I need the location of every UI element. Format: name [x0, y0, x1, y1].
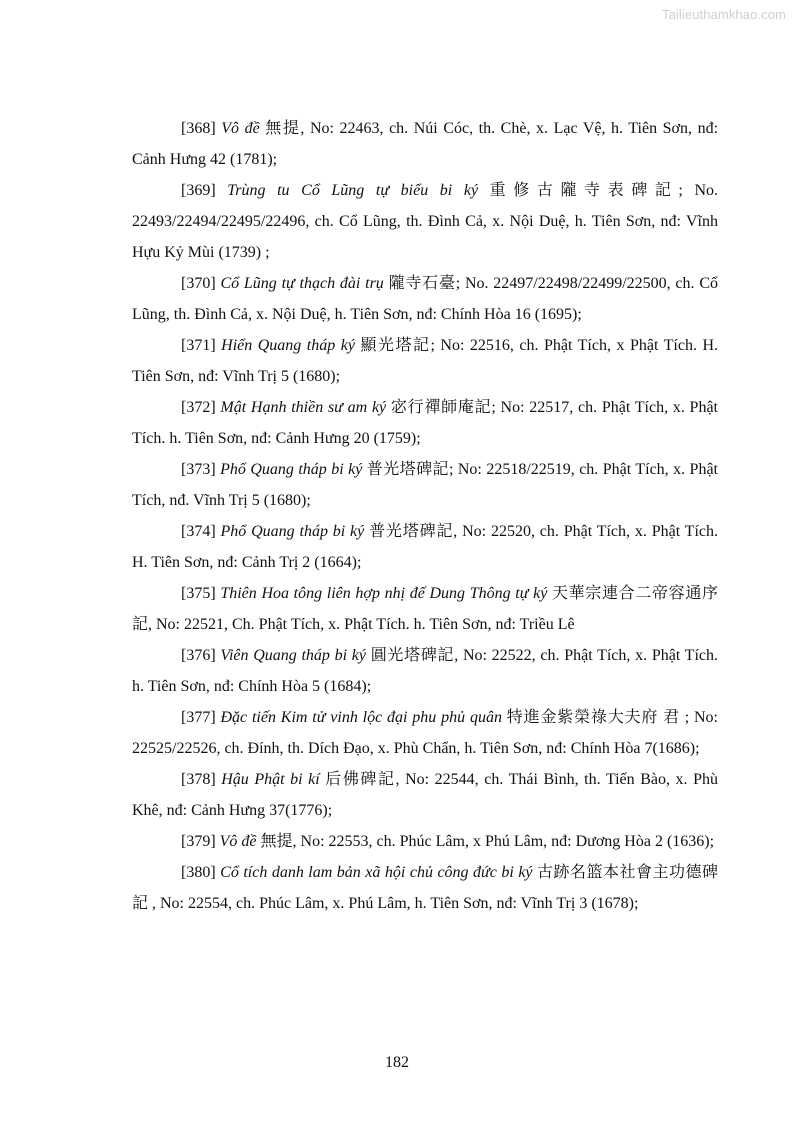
entry-details: 后佛碑記, No: 22544, ch. Thái Bình, th. Tiến Bào, x. Phù Khê, nđ: Cảnh Hưng 37(1776);	[132, 771, 719, 819]
entry-title: Đặc tiến Kim tử vinh lộc đại phu phủ quân	[220, 709, 502, 726]
entry-details: 古跡名篮本社會主功德碑記 , No: 22554, ch. Phúc Lâm, x. Phú Lâm, h. Tiên Sơn, nđ: Vĩnh Trị 3 (1678);	[132, 864, 719, 912]
entry-title: Phổ Quang tháp bi ký	[220, 461, 363, 478]
entry-number: [368]	[181, 120, 216, 137]
entry-title: Vô đề	[221, 120, 260, 137]
reference-entry	[132, 640, 718, 702]
reference-entry	[132, 702, 718, 764]
reference-entry	[132, 392, 718, 454]
reference-entry	[132, 330, 718, 392]
reference-entry	[132, 175, 718, 268]
entry-title: Vô đề	[219, 833, 257, 850]
entry-details: 隴寺石臺; No. 22497/22498/22499/22500, ch. Cổ Lũng, th. Đình Cả, x. Nội Duệ, h. Tiên Sơn, nđ: Chính Hòa 16 (1695);	[132, 275, 718, 323]
entry-number: [380]	[181, 864, 216, 881]
entry-details: 天華宗連合二帝容通序記, No: 22521, Ch. Phật Tích, x. Phật Tích. h. Tiên Sơn, nđ: Triều Lê	[132, 585, 718, 633]
entry-details: 普光塔碑記; No: 22518/22519, ch. Phật Tích, x. Phật Tích, nđ. Vĩnh Trị 5 (1680);	[132, 461, 719, 509]
entry-title: Thiên Hoa tông liên hợp nhị đế Dung Thông tự ký	[220, 585, 548, 602]
entry-title: Mật Hạnh thiền sư am ký	[220, 399, 387, 416]
entry-number: [377]	[181, 709, 216, 726]
entry-title: Cổ Lũng tự thạch đài trụ	[220, 275, 384, 292]
reference-entry	[132, 857, 718, 919]
reference-entry	[132, 113, 718, 175]
entry-title: Viên Quang tháp bi ký	[220, 647, 366, 664]
entry-number: [375]	[181, 585, 216, 602]
entry-number: [371]	[181, 337, 216, 354]
entry-number: [379]	[181, 833, 216, 850]
entry-details: 重修古隴寺表碑記; No. 22493/22494/22495/22496, ch. Cổ Lũng, th. Đình Cả, x. Nội Duệ, h. Tiên Sơn, nđ: Vĩnh Hựu Kỷ Mùi (1739) ;	[132, 182, 719, 261]
entry-title: Trùng tu Cổ Lũng tự biểu bi ký	[227, 182, 479, 199]
references-list	[132, 113, 718, 919]
entry-number: [370]	[181, 275, 216, 292]
entry-details: 特進金紫榮祿大夫府 君 ; No: 22525/22526, ch. Đính, th. Dích Đạo, x. Phù Chẩn, h. Tiên Sơn, nđ: Chính Hòa 7(1686);	[132, 709, 718, 757]
entry-title: Cổ tích danh lam bản xã hội chủ công đức bi ký	[220, 864, 533, 881]
reference-entry	[132, 516, 718, 578]
entry-details: 宓行禪師庵記; No: 22517, ch. Phật Tích, x. Phật Tích. h. Tiên Sơn, nđ: Cảnh Hưng 20 (1759);	[132, 399, 719, 447]
reference-entry	[132, 454, 718, 516]
page-number: 182	[385, 1054, 409, 1071]
entry-title: Phổ Quang tháp bi ký	[220, 523, 365, 540]
entry-details: 無提, No: 22463, ch. Núi Cóc, th. Chè, x. Lạc Vệ, h. Tiên Sơn, nđ: Cảnh Hưng 42 (1781);	[132, 120, 719, 168]
entry-number: [369]	[181, 182, 216, 199]
reference-entry	[132, 268, 718, 330]
entry-number: [372]	[181, 399, 216, 416]
reference-entry	[132, 826, 718, 857]
entry-details: 普光塔碑記, No: 22520, ch. Phật Tích, x. Phật Tích. H. Tiên Sơn, nđ: Cảnh Trị 2 (1664);	[132, 523, 719, 571]
entry-title: Hiển Quang tháp ký	[221, 337, 355, 354]
entry-title: Hậu Phật bi kí	[221, 771, 320, 788]
entry-number: [374]	[181, 523, 216, 540]
reference-entry	[132, 764, 718, 826]
watermark-text: Tailieuthamkhao.com	[661, 7, 786, 22]
entry-details: 圓光塔碑記, No: 22522, ch. Phật Tích, x. Phật Tích. h. Tiên Sơn, nđ: Chính Hòa 5 (1684);	[132, 647, 719, 695]
entry-number: [373]	[181, 461, 216, 478]
entry-number: [378]	[181, 771, 216, 788]
entry-details: 顯光塔記; No: 22516, ch. Phật Tích, x Phật Tích. H. Tiên Sơn, nđ: Vĩnh Trị 5 (1680);	[132, 337, 718, 385]
reference-entry	[132, 578, 718, 640]
entry-number: [376]	[181, 647, 216, 664]
entry-details: 無提, No: 22553, ch. Phúc Lâm, x Phú Lâm, nđ: Dương Hòa 2 (1636);	[256, 833, 715, 850]
